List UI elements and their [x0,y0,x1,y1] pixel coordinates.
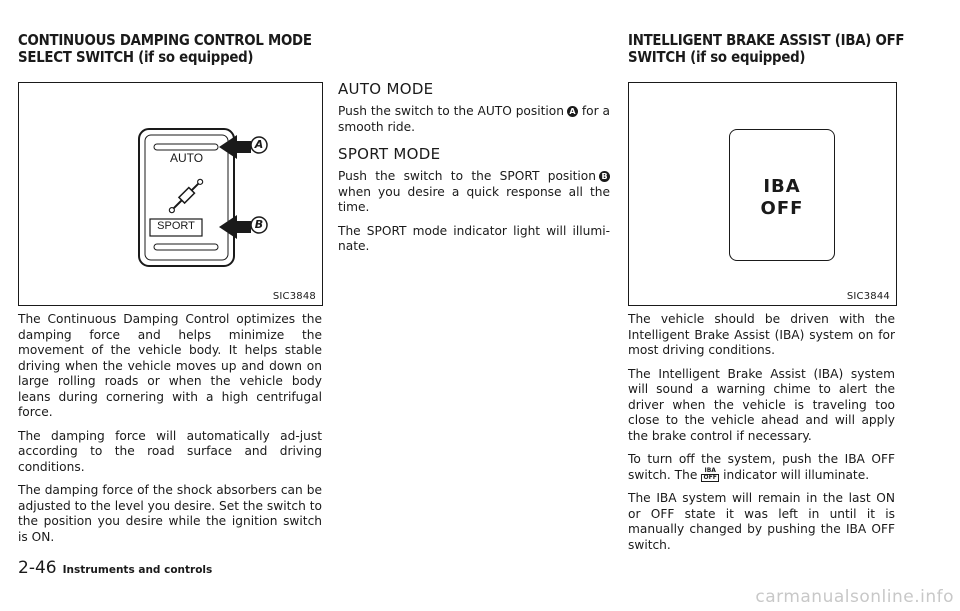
damping-switch-figure [18,82,323,306]
right-body [628,312,895,561]
iba-button-line2: OFF [760,198,804,219]
figure-code-left: SIC3848 [272,291,316,302]
switch-sport-label: SPORT [157,220,195,232]
sport-mode-heading: SPORT MODE [338,145,441,163]
sport-mode-text [338,169,610,216]
switch-auto-label: AUTO [169,151,204,165]
left-column [18,32,322,66]
left-heading-line1: CONTINUOUS DAMPING CONTROL MODE [18,31,312,49]
section-title: Instruments and controls [62,564,213,576]
sport-mode-text-start: Push the switch to the SPORT position [338,169,596,183]
sport-mode-text-end: when you desire a quick response all the time. [338,184,610,214]
auto-mode-heading: AUTO MODE [338,80,434,98]
iba-indicator-line1: IBA [704,467,716,474]
page-number: 2-46 [18,558,57,578]
left-paragraph-2: The damping force will automatically ad-just according to the road surface and driving conditions. [18,428,322,474]
right-paragraph-3 [628,452,895,483]
right-column [628,32,928,66]
iba-off-indicator-icon [701,468,719,482]
iba-button-label [730,176,834,220]
marker-b-icon: B [599,171,610,182]
sport-indicator-text: The SPORT mode indicator light will illumi-nate. [338,223,610,253]
iba-indicator-line2: OFF [701,474,719,482]
iba-switch-figure [628,82,897,306]
right-heading [628,32,928,66]
left-paragraph-1: The Continuous Damping Control optimizes the damping force and helps minimize the movement of the vehicle body. It helps stable driving when the vehicle moves up and down on large rolling roads or when the vehicle body leans during cornering with a high centrifugal force. [18,312,322,419]
figure-code-right: SIC3844 [846,291,890,302]
callout-b-label: B [254,218,264,231]
auto-mode-text-start: Push the switch to the AUTO position [338,104,564,118]
iba-button-line1: IBA [763,176,801,197]
left-heading-line2: SELECT SWITCH (if so equipped) [18,48,254,66]
middle-column [338,80,610,263]
auto-mode-text [338,104,610,135]
callout-a-label: A [254,138,264,151]
marker-a-icon: A [567,106,578,117]
left-heading [18,32,322,66]
right-paragraph-3-end: indicator will illuminate. [723,467,870,482]
watermark: carmanualsonline.info [755,587,954,607]
left-body [18,312,322,553]
left-paragraph-3: The damping force of the shock absorbers can be adjusted to the level you desire. Set the switch to the position you desire while the ignition switch is ON. [18,483,322,544]
right-heading-line2: SWITCH (if so equipped) [628,48,806,66]
right-paragraph-4: The IBA system will remain in the last ON or OFF state it was left in until it is manually changed by pushing the IBA OFF switch. [628,491,895,552]
right-paragraph-1: The vehicle should be driven with the Intelligent Brake Assist (IBA) system on for most driving conditions. [628,312,895,357]
auto-mode-text-end: for a smooth ride. [338,104,610,134]
page-footer [18,558,212,578]
damping-switch-illustration [19,83,322,305]
iba-off-button [729,129,835,261]
right-heading-line1: INTELLIGENT BRAKE ASSIST (IBA) OFF [628,31,905,49]
right-paragraph-3-start: To turn off the system, push the IBA OFF switch. The [628,452,895,482]
right-paragraph-2: The Intelligent Brake Assist (IBA) system will sound a warning chime to alert the driver when the vehicle is traveling too close to the vehicle ahead and will apply the brake control if necessary. [628,366,895,443]
